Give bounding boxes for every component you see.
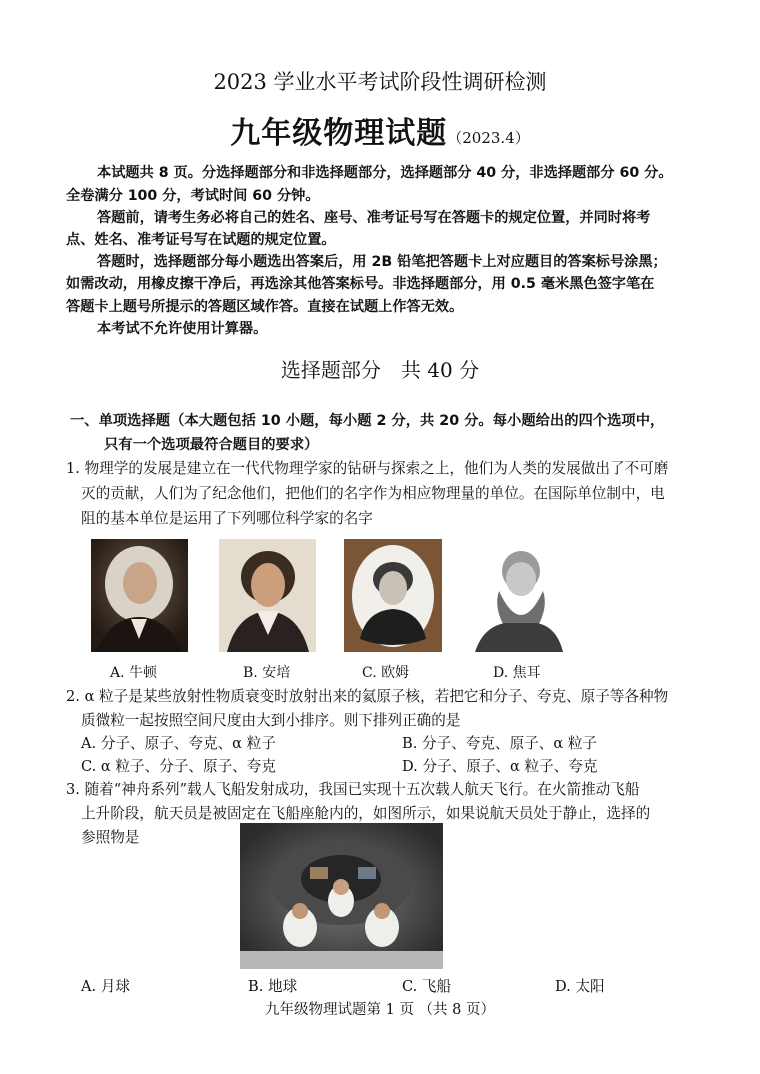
exam-series-title: 2023 学业水平考试阶段性调研检测 (213, 70, 547, 94)
q3-option-b: B. 地球 (248, 978, 298, 995)
q2-option-d: D. 分子、原子、α 粒子、夸克 (402, 758, 598, 775)
q1-option-a: A. 牛顿 (110, 665, 158, 681)
q2-option-b: B. 分子、夸克、原子、α 粒子 (402, 735, 598, 752)
instruction-line-8: 本考试不允许使用计算器。 (97, 321, 268, 337)
q2-line-2: 质微粒一起按照空间尺度由大到小排序。则下排列正确的是 (81, 712, 461, 729)
instruction-line-5: 答题时，选择题部分每小题选出答案后，用 2B 铅笔把答题卡上对应题目的答案标号涂黑； (97, 254, 667, 270)
q1-option-b: B. 安培 (243, 665, 291, 681)
part1-heading-line-1: 一、单项选择题（本大题包括 10 小题，每小题 2 分，共 20 分。每小题给出的四个选项中， (70, 413, 665, 429)
instruction-line-3: 答题前，请考生务必将自己的姓名、座号、准考证号写在答题卡的规定位置，并同时将考 (97, 210, 651, 226)
q1-line-2: 灭的贡献，人们为了纪念他们，把他们的名字作为相应物理量的单位。在国际单位制中，电 (81, 485, 665, 502)
instruction-line-6: 如需改动，用橡皮擦干净后，再选涂其他答案标号。非选择题部分，用 0.5 毫米黑色签字笔在 (66, 276, 655, 292)
section-score: 共 40 分 (400, 358, 480, 382)
instruction-line-2: 全卷满分 100 分，考试时间 60 分钟。 (66, 188, 320, 204)
joule-portrait-image (469, 539, 567, 652)
q3-line-1: 3. 随着“神舟系列”载人飞船发射成功，我国已实现十五次载人航天飞行。在火箭推动飞船 (66, 781, 640, 798)
spacecraft-cabin-photo (240, 823, 443, 969)
ampere-portrait-image (219, 539, 316, 652)
q1-option-c: C. 欧姆 (362, 665, 410, 681)
exam-title (0, 108, 760, 152)
q3-option-a: A. 月球 (81, 978, 131, 995)
section-name: 选择题部分 (280, 358, 381, 382)
instruction-line-1: 本试题共 8 页。分选择题部分和非选择题部分，选择题部分 40 分，非选择题部分 60 分。 (97, 165, 673, 181)
ohm-portrait-image (344, 539, 442, 652)
instruction-line-7: 答题卡上题号所提示的答题区域作答。直接在试题上作答无效。 (66, 299, 464, 315)
page-footer: 九年级物理试题第 1 页 （共 8 页） (265, 1002, 495, 1018)
q2-option-c: C. α 粒子、分子、原子、夸克 (81, 758, 276, 775)
q2-option-a: A. 分子、原子、夸克、α 粒子 (81, 735, 276, 752)
q3-line-2: 上升阶段，航天员是被固定在飞船座舱内的，如图所示，如果说航天员处于静止，选择的 (81, 805, 651, 822)
instruction-line-4: 点、姓名、准考证号写在试题的规定位置。 (66, 232, 336, 248)
q1-line-1: 1. 物理学的发展是建立在一代代物理学家的钻研与探索之上，他们为人类的发展做出了不可磨 (66, 460, 669, 477)
newton-portrait-image (91, 539, 188, 652)
q2-line-1: 2. α 粒子是某些放射性物质衰变时放射出来的氦原子核，若把它和分子、夸克、原子等各种物 (66, 688, 669, 705)
q1-option-d: D. 焦耳 (493, 665, 541, 681)
q3-line-3: 参照物是 (81, 829, 140, 846)
q3-option-c: C. 飞船 (402, 978, 452, 995)
q1-line-3: 阻的基本单位是运用了下列哪位科学家的名字 (81, 510, 373, 527)
exam-date: （2023.4） (447, 129, 530, 147)
part1-heading-line-2: 只有一个选项最符合题目的要求） (104, 437, 319, 453)
section-title (0, 354, 760, 383)
subject-title: 九年级物理试题 (230, 116, 448, 151)
q3-option-d: D. 太阳 (555, 978, 605, 995)
